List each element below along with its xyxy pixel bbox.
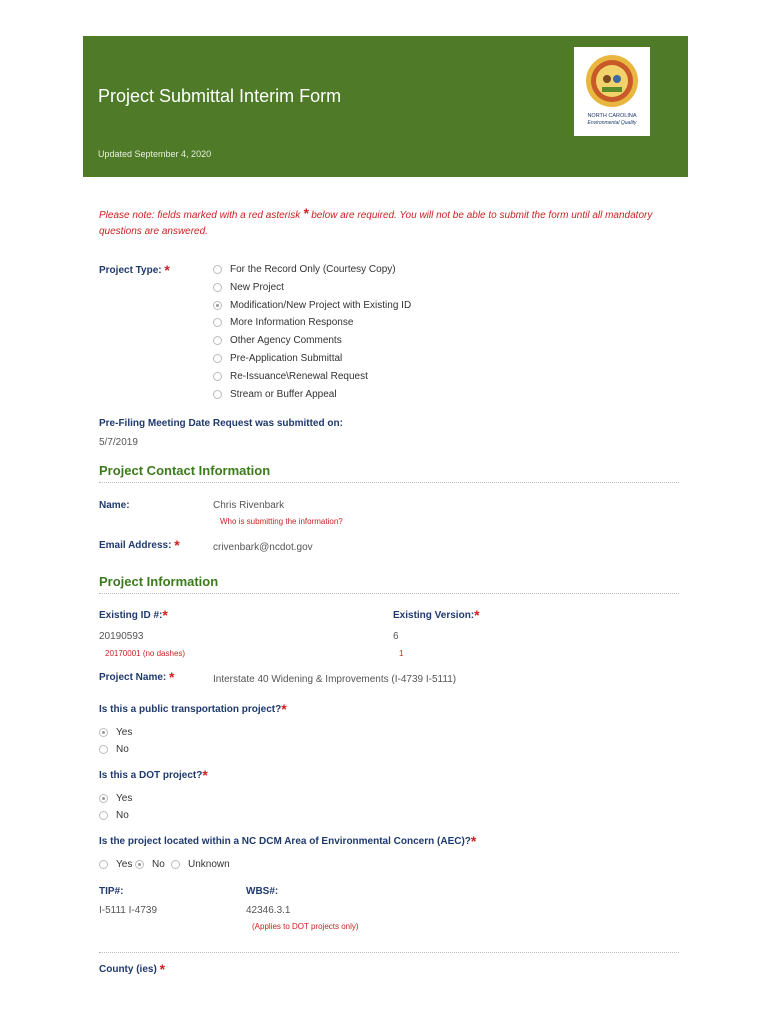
- required-asterisk: *: [474, 607, 480, 623]
- prefiling-value: 5/7/2019: [99, 437, 138, 448]
- form-title: Project Submittal Interim Form: [98, 86, 342, 106]
- required-asterisk: *: [164, 262, 170, 278]
- contact-section-heading: Project Contact Information: [99, 463, 271, 478]
- required-asterisk: *: [202, 767, 208, 783]
- existing-id-hint: 20170001 (no dashes): [105, 649, 186, 658]
- wbs-field[interactable]: 42346.3.1: [246, 905, 291, 916]
- radio-option-label: Re-Issuance\Renewal Request: [230, 370, 368, 382]
- radio-option-label: New Project: [230, 281, 284, 293]
- wbs-hint: (Applies to DOT projects only): [252, 922, 359, 931]
- county-label: County (ies) *: [99, 961, 166, 977]
- required-asterisk: *: [281, 701, 287, 717]
- radio-option[interactable]: [99, 793, 132, 804]
- svg-text:NORTH CAROLINA: NORTH CAROLINA: [587, 113, 637, 119]
- radio-option-label: No: [116, 810, 129, 821]
- existing-version-hint: 1: [399, 649, 404, 658]
- public-transport-label: Is this a public transportation project?*: [99, 701, 287, 717]
- state-seal-icon: [574, 47, 650, 136]
- required-asterisk: *: [162, 607, 168, 623]
- radio-option-label: Modification/New Project with Existing ID: [230, 299, 412, 311]
- existing-id-label: Existing ID #:*: [99, 607, 168, 623]
- radio-option-label: Yes: [116, 793, 133, 804]
- radio-option-label: Other Agency Comments: [230, 335, 342, 347]
- project-name-label: Project Name: *: [99, 669, 175, 685]
- project-section-heading: Project Information: [99, 574, 219, 589]
- email-label: Email Address: *: [99, 537, 180, 553]
- radio-empty-icon[interactable]: [99, 860, 108, 869]
- tip-label: TIP#:: [99, 886, 124, 897]
- radio-option-label: Yes: [116, 727, 133, 738]
- radio-empty-icon[interactable]: [99, 745, 108, 754]
- radio-option[interactable]: [213, 264, 396, 275]
- required-asterisk: *: [303, 205, 309, 221]
- nc-deq-logo: [574, 47, 650, 136]
- radio-empty-icon[interactable]: [99, 811, 108, 820]
- existing-version-label: Existing Version:*: [393, 607, 480, 623]
- aec-label: Is the project located within a NC DCM Area of Environmental Concern (AEC)?*: [99, 833, 477, 849]
- email-field[interactable]: crivenbark@ncdot.gov: [213, 542, 313, 553]
- radio-option-label: No: [116, 744, 129, 755]
- existing-version-field[interactable]: 6: [393, 631, 399, 642]
- radio-empty-icon[interactable]: [213, 283, 222, 292]
- required-asterisk: *: [470, 833, 477, 849]
- section-divider: [99, 952, 679, 953]
- radio-selected-icon[interactable]: [99, 728, 108, 737]
- section-divider: [99, 593, 679, 594]
- required-note: Please note: fields marked with a red asterisk * below are required. You will not be able to submit the form until all mandatory questions are answered.: [99, 205, 653, 237]
- project-name-field[interactable]: Interstate 40 Widening & Improvements (I-4739 I-5111): [213, 674, 457, 685]
- radio-empty-icon[interactable]: [213, 390, 222, 399]
- radio-empty-icon[interactable]: [213, 354, 222, 363]
- radio-option[interactable]: [135, 859, 165, 870]
- radio-empty-icon[interactable]: [213, 336, 222, 345]
- radio-empty-icon[interactable]: [213, 265, 222, 274]
- radio-empty-icon[interactable]: [213, 372, 222, 381]
- radio-option-label: For the Record Only (Courtesy Copy): [230, 264, 396, 275]
- project-type-label: Project Type: *: [99, 262, 170, 278]
- radio-option[interactable]: [213, 282, 284, 293]
- prefiling-label: Pre-Filing Meeting Date Request was submitted on:: [99, 418, 343, 429]
- radio-option[interactable]: [213, 335, 342, 346]
- radio-option[interactable]: [213, 353, 342, 364]
- radio-option-label: No: [152, 859, 165, 870]
- wbs-label: WBS#:: [246, 886, 279, 897]
- updated-date: Updated September 4, 2020: [98, 149, 212, 159]
- dot-project-label: Is this a DOT project?*: [99, 767, 208, 783]
- name-hint: Who is submitting the information?: [220, 517, 343, 526]
- radio-option[interactable]: [213, 371, 368, 382]
- required-asterisk: *: [169, 669, 175, 685]
- radio-option[interactable]: [99, 859, 132, 870]
- radio-option-label: Unknown: [188, 859, 230, 870]
- radio-empty-icon[interactable]: [171, 860, 180, 869]
- required-asterisk: *: [159, 961, 166, 977]
- section-divider: [99, 482, 679, 483]
- existing-id-field[interactable]: 20190593: [99, 631, 144, 642]
- radio-selected-icon[interactable]: [135, 860, 144, 869]
- form-header: [83, 36, 688, 177]
- radio-selected-icon[interactable]: [99, 794, 108, 803]
- radio-empty-icon[interactable]: [213, 318, 222, 327]
- radio-option[interactable]: [99, 810, 129, 821]
- radio-option[interactable]: [213, 300, 411, 311]
- name-field[interactable]: Chris Rivenbark: [213, 500, 285, 511]
- tip-field[interactable]: I-5111 I-4739: [99, 905, 158, 916]
- radio-option[interactable]: [213, 317, 353, 328]
- radio-option-label: Yes: [116, 859, 133, 870]
- radio-option[interactable]: [213, 389, 337, 400]
- radio-option-label: Stream or Buffer Appeal: [230, 388, 337, 400]
- svg-text:Environmental Quality: Environmental Quality: [587, 120, 637, 126]
- radio-option-label: More Information Response: [230, 317, 354, 329]
- radio-option[interactable]: [99, 744, 129, 755]
- radio-option[interactable]: [99, 727, 132, 738]
- radio-selected-icon[interactable]: [213, 301, 222, 310]
- required-asterisk: *: [174, 537, 180, 553]
- name-label: Name:: [99, 500, 130, 511]
- radio-option-label: Pre-Application Submittal: [230, 353, 343, 364]
- radio-option[interactable]: [171, 859, 230, 870]
